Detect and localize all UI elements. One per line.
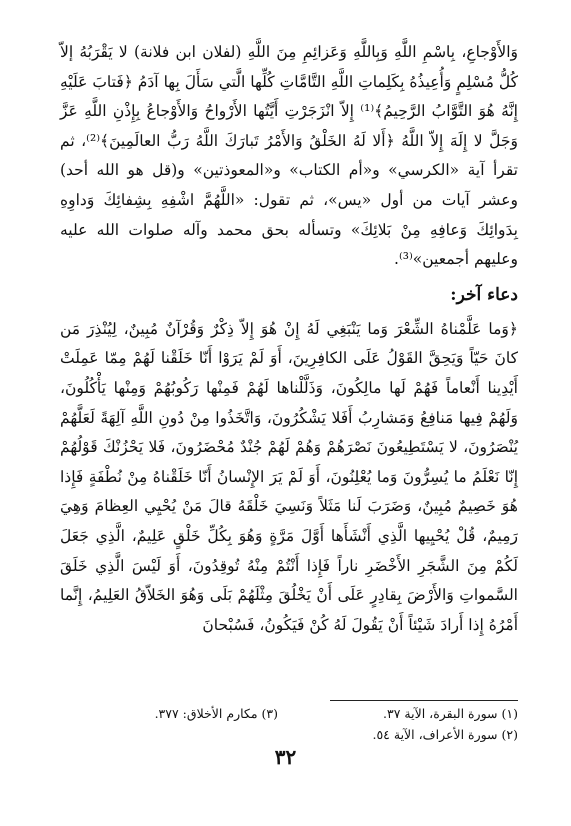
prayer-paragraph: وَالأَوْجاعِ، بِاسْمِ اللَّهِ وَبِاللَّهِ وَعَزائِمِ مِنَ اللَّهِ (لفلان ابن فلانة) لا يَقْرَبُهُ إلاّ كُلُّ مُسْلِمٍ وَأُعِيذُهُ بِكَلِماتِ اللَّهِ التَّامَّاتِ كُلِّها الَّتي سَأَلَ بِها آدَمُ ﴿فَتابَ عَلَيْهِ إِنَّهُ هُوَ التَّوَّابُ الرَّحِيمُ﴾⁽¹⁾ إِلاّ انْزَجَرْتِ أَيَّتُها الأَرْواحُ وَالأَوْجاعُ بِإِذْنِ اللَّهِ عَزَّ وَجَلَّ لا إِلَهَ إِلاّ اللَّهُ ﴿أَلا لَهُ الخَلْقُ وَالأَمْرُ تَبارَكَ اللَّهُ رَبُّ العالَمِينَ﴾⁽²⁾، ثم تقرأ آية «الكرسي» و«أم الكتاب» و«المعوذتين» و(قل هو الله أحد) وعشر آيات من أول «يس»، ثم تقول: «اللَّهُمَّ اشْفِهِ بِشِفائِكَ وَداوِهِ بِدَوائِكَ وَعافِهِ مِنْ بَلائِكَ» وتسأله بحق محمد وآله صلوات الله عليه وعليهم أجمعين»⁽³⁾. <box>60 43 518 269</box>
quran-verses-paragraph: ﴿وَما عَلَّمْناهُ الشِّعْرَ وَما يَنْبَغِي لَهُ إِنْ هُوَ إِلاّ ذِكْرٌ وَقُرْآنٌ مُبِينٌ، لِيُنْذِرَ مَن كانَ حَيّاً وَيَحِقَّ القَوْلُ عَلَى الكافِرِينَ، أَوَ لَمْ يَرَوْا أَنّا خَلَقْنا لَهُمْ مِمّا عَمِلَتْ أَيْدِينا أَنْعاماً فَهُمْ لَها مالِكُونَ، وَذَلَّلْناها لَهُمْ فَمِنْها رَكُوبُهُمْ وَمِنْها يَأْكُلُونَ، وَلَهُمْ فِيها مَنافِعُ وَمَشارِبُ أَفَلا يَشْكُرُونَ، وَاتَّخَذُوا مِنْ دُونِ اللَّهِ آلِهَةً لَعَلَّهُمْ يُنْصَرُونَ، لا يَسْتَطِيعُونَ نَصْرَهُمْ وَهُمْ لَهُمْ جُنْدٌ مُحْضَرُونَ، فَلا يَحْزُنْكَ قَوْلُهُمْ إِنّا نَعْلَمُ ما يُسِرُّونَ وَما يُعْلِنُونَ، أَوَ لَمْ يَرَ الإِنْسانُ أَنّا خَلَقْناهُ مِنْ نُطْفَةٍ فَإِذا هُوَ خَصِيمٌ مُبِينٌ، وَضَرَبَ لَنا مَثَلاً وَنَسِيَ خَلْقَهُ قالَ مَنْ يُحْيِي العِظامَ وَهِيَ رَمِيمٌ، قُلْ يُحْيِيها الَّذِي أَنْشَأَها أَوَّلَ مَرَّةٍ وَهُوَ بِكُلِّ خَلْقٍ عَلِيمٌ، الَّذِي جَعَلَ لَكُمْ مِنَ الشَّجَرِ الأَخْضَرِ ناراً فَإِذا أَنْتُمْ مِنْهُ تُوقِدُونَ، أَوَ لَيْسَ الَّذِي خَلَقَ السَّمواتِ وَالأَرْضَ بِقادِرٍ عَلَى أَنْ يَخْلُقَ مِثْلَهُمْ بَلَى وَهُوَ الخَلاّقُ العَلِيمُ، إِنَّما أَمْرُهُ إِذا أَرادَ شَيْئاً أَنْ يَقُولَ لَهُ كُنْ فَيَكُونُ، فَسُبْحانَ <box>60 319 518 634</box>
footnote-divider <box>330 700 518 701</box>
main-text-block <box>60 38 518 640</box>
footnotes-right-column <box>372 703 518 745</box>
footnote-3: (٣) مكارم الأخلاق: ٣٧٧. <box>154 706 278 721</box>
footnote-1: (١) سورة البقرة، الآية ٣٧. <box>383 706 518 721</box>
section-heading: دعاء آخر: <box>450 284 518 305</box>
page-number: ٣٢ <box>274 745 297 769</box>
footnotes-left-column <box>155 703 278 724</box>
footnote-2: (٢) سورة الأعراف، الآية ٥٤. <box>372 727 518 742</box>
